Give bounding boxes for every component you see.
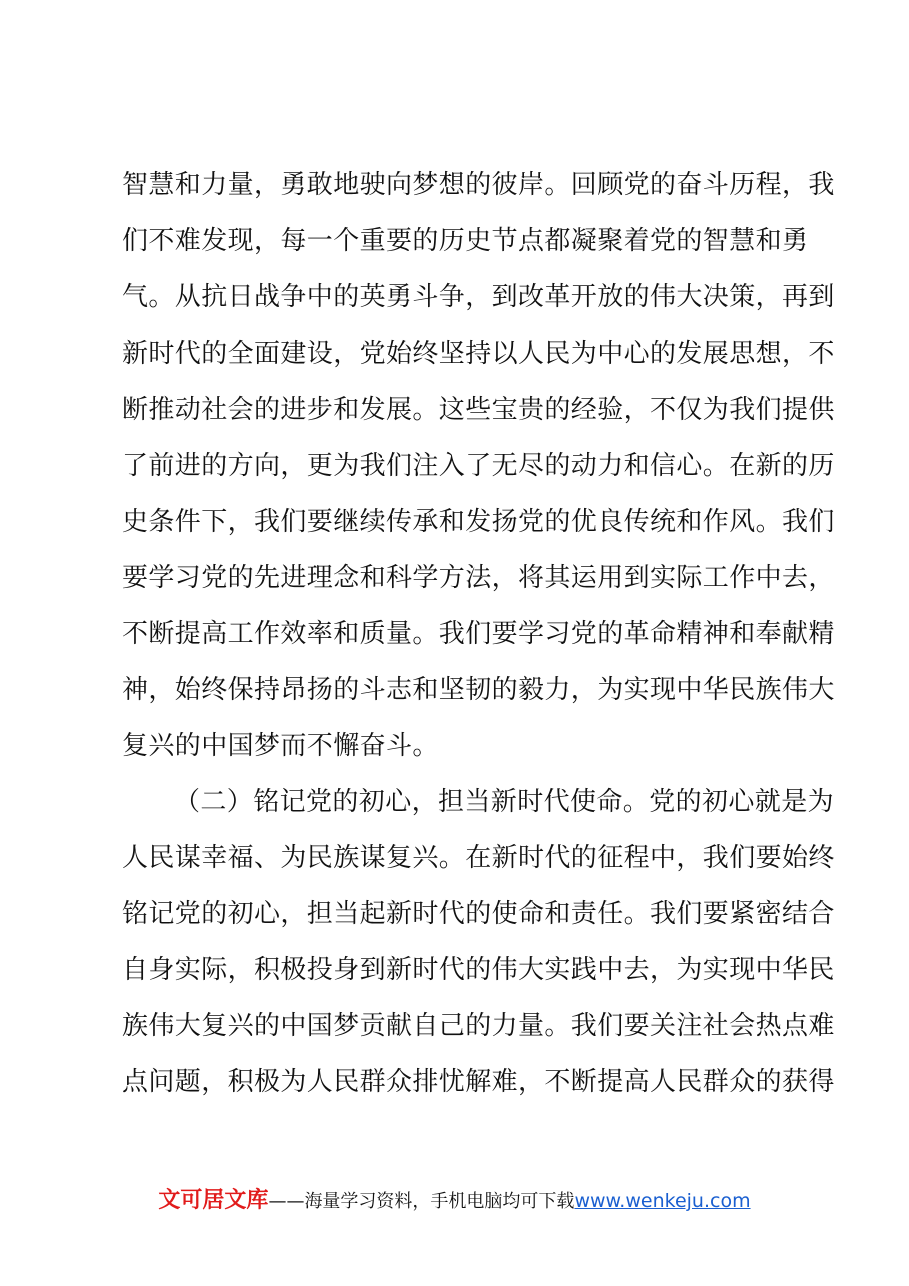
text-line: 要学习党的先进理念和科学方法，将其运用到实际工作中去， [122,563,835,593]
footer-banner [0,1183,909,1214]
text-line: 气。从抗日战争中的英勇斗争，到改革开放的伟大决策，再到 [122,282,835,312]
text-line: 新时代的全面建设，党始终坚持以人民为中心的发展思想，不 [122,339,835,369]
footer-url-link[interactable]: www.wenkeju.com [574,1190,751,1212]
text-line: 断推动社会的进步和发展。这些宝贵的经验，不仅为我们提供 [122,395,835,425]
text-line: 点问题，积极为人民群众排忧解难，不断提高人民群众的获得 [122,1067,835,1097]
text-line: 铭记党的初心，担当起新时代的使命和责任。我们要紧密结合 [122,899,835,929]
text-line: 了前进的方向，更为我们注入了无尽的动力和信心。在新的历 [122,451,835,481]
section-heading-line: （二）铭记党的初心，担当新时代使命。党的初心就是为 [174,787,835,817]
text-line: 族伟大复兴的中国梦贡献自己的力量。我们要关注社会热点难 [122,1011,835,1041]
text-line: 神，始终保持昂扬的斗志和坚韧的毅力，为实现中华民族伟大 [122,675,835,705]
text-line: 智慧和力量，勇敢地驶向梦想的彼岸。回顾党的奋斗历程，我 [122,170,835,200]
footer-brand: 文可居文库 [158,1188,269,1213]
text-line: 人民谋幸福、为民族谋复兴。在新时代的征程中，我们要始终 [122,843,835,873]
text-line: 自身实际，积极投身到新时代的伟大实践中去，为实现中华民 [122,955,835,985]
footer-slogan: ——海量学习资料，手机电脑均可下载 [268,1191,575,1212]
text-line: 不断提高工作效率和质量。我们要学习党的革命精神和奉献精 [122,619,835,649]
text-line: 史条件下，我们要继续传承和发扬党的优良传统和作风。我们 [122,507,835,537]
text-line: 们不难发现，每一个重要的历史节点都凝聚着党的智慧和勇 [122,226,809,256]
text-line: 复兴的中国梦而不懈奋斗。 [122,731,439,761]
